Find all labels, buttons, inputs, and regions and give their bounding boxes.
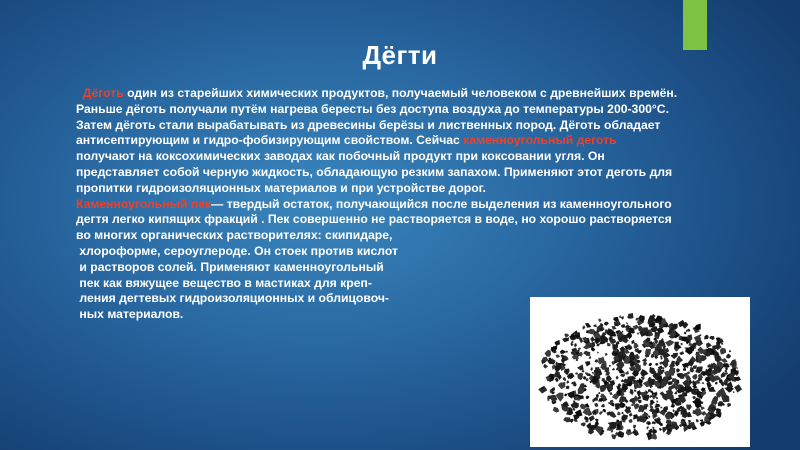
highlight-term-pitch: Каменноугольный пек xyxy=(76,196,212,211)
slide-title: Дёгти xyxy=(362,40,438,70)
coal-tar-pitch-pile-image xyxy=(530,297,750,447)
body-line-8-text: — твердый остаток, получающийся после выделения из каменноугольного xyxy=(211,196,672,211)
body-line-2: Раньше дёготь получали путём нагрева бересты без доступа воздуха до температуры 200-300°С. xyxy=(76,101,669,116)
body-line-4-text: антисептирующим и гидро-фобизирующим свойством. Сейчас xyxy=(76,133,464,148)
coal-granule xyxy=(627,376,634,382)
highlight-term-degot: Дёготь xyxy=(82,86,124,100)
body-line-1 xyxy=(76,86,736,102)
body-line-13: пек как вяжущее вещество в мастиках для креп- xyxy=(76,275,372,290)
body-line-4 xyxy=(76,133,736,149)
body-line-7: пропитки гидроизоляционных материалов и при устройстве дорог. xyxy=(76,180,486,195)
highlight-term-coal-tar: каменноугольный деготь xyxy=(463,133,617,148)
body-line-9: дегтя легко кипящих фракций . Пек совершенно не растворяется в воде, но хорошо растворяется xyxy=(76,212,672,227)
body-paragraph xyxy=(76,86,736,323)
body-line-6: представляет собой черную жидкость, обладающую резким запахом. Применяют этот деготь для xyxy=(76,164,673,179)
body-line-15: ных материалов. xyxy=(76,307,184,322)
body-line-11: хлороформе, сероуглероде. Он стоек против кислот xyxy=(76,243,398,258)
body-line-12: и растворов солей. Применяют каменноугольный xyxy=(76,259,384,274)
body-line-5: получают на коксохимических заводах как побочный продукт при коксовании угля. Он xyxy=(76,149,605,164)
body-line-3: Затем дёготь стали вырабатывать из древесины берёзы и лиственных пород. Дёготь обладает xyxy=(76,117,661,132)
body-line-10: во многих органических растворителях: скипидаре, xyxy=(76,228,393,243)
coal-granule xyxy=(592,376,598,384)
body-line-8 xyxy=(76,197,736,213)
body-line-1-text: один из старейших химических продуктов, получаемый человеком с древнейших времён. xyxy=(123,86,678,100)
body-line-14: ления дегтевых гидроизоляционных и облицовоч- xyxy=(76,291,389,306)
